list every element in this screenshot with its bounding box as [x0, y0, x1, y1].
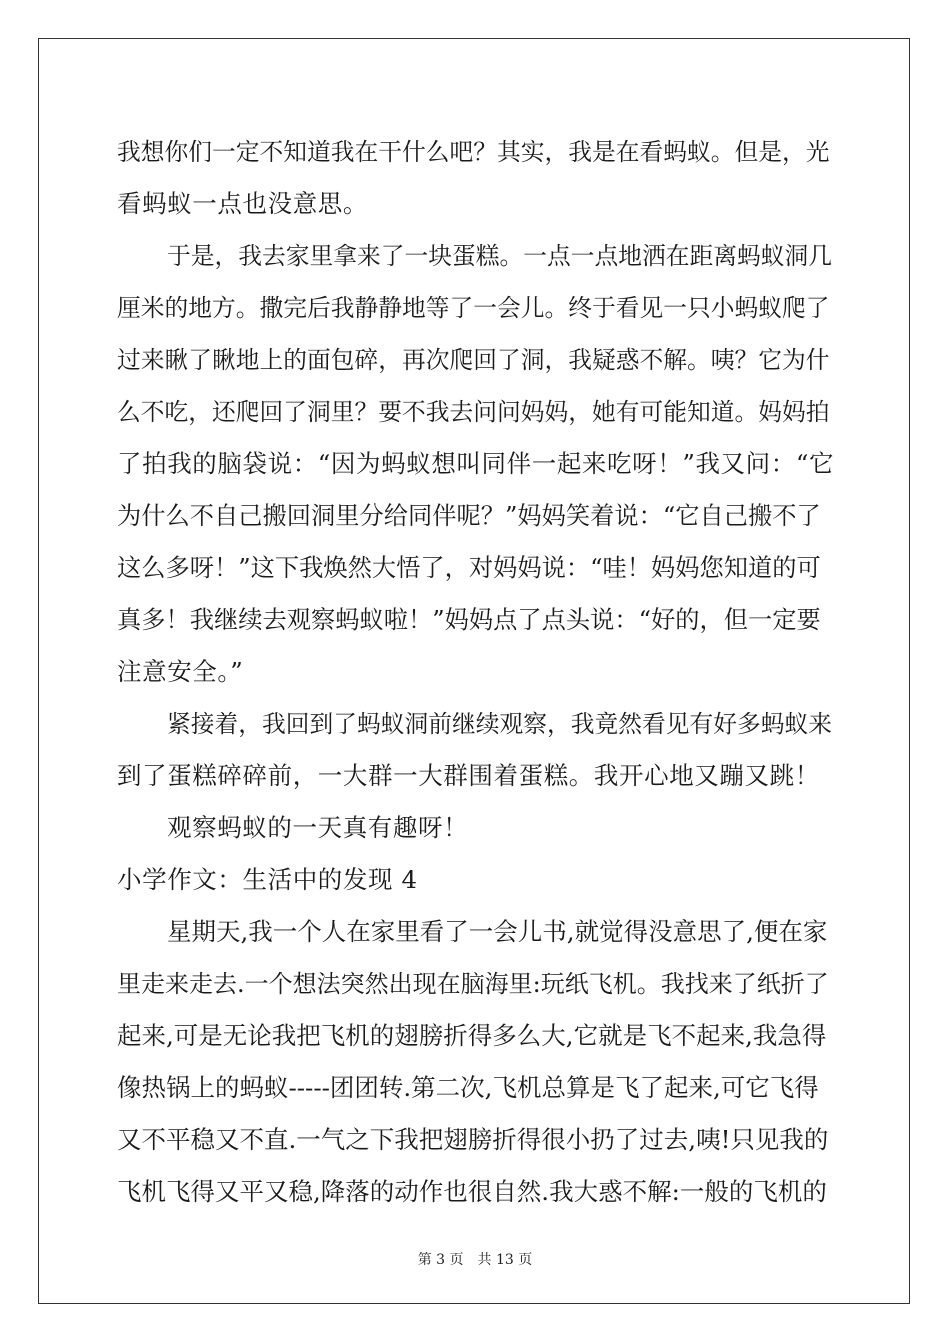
text-line: 过来瞅了瞅地上的面包碎，再次爬回了洞，我疑惑不解。咦？它为什 — [117, 346, 830, 374]
text-line: 我想你们一定不知道我在干什么吧？其实，我是在看蚂蚁。但是，光 — [117, 138, 830, 166]
paragraph-start-line: 紧接着，我回到了蚂蚁洞前继续观察，我竟然看见有好多蚂蚁来 — [167, 710, 833, 738]
text-line: 又不平稳又不直.一气之下我把翅膀折得很小扔了过去,咦!只见我的 — [117, 1125, 829, 1154]
page-number: 第 3 页 — [417, 1252, 464, 1268]
text-line: 起来,可是无论我把飞机的翅膀折得多么大,它就是飞不起来,我急得 — [117, 1021, 827, 1050]
document-body — [117, 126, 835, 1218]
text-line: 里走来走去.一个想法突然出现在脑海里:玩纸飞机。我找来了纸折了 — [117, 970, 829, 998]
text-line: 到了蛋糕碎碎前，一大群一大群围着蛋糕。我开心地又蹦又跳！ — [117, 761, 820, 790]
text-line: 为什么不自己搬回洞里分给同伴呢？”妈妈笑着说：“它自己搬不了 — [117, 501, 821, 530]
text-line: 注意安全。” — [117, 657, 244, 686]
text-line: 飞机飞得又平又稳,降落的动作也很自然.我大惑不解:一般的飞机的 — [117, 1177, 827, 1206]
text-line: 厘米的地方。撒完后我静静地等了一会儿。终于看见一只小蚂蚁爬了 — [117, 294, 830, 322]
text-line: 了拍我的脑袋说：“因为蚂蚁想叫同伴一起来吃呀！”我又问：“它 — [117, 449, 835, 478]
text-line: 这么多呀！”这下我焕然大悟了，对妈妈说：“哇！妈妈您知道的可 — [117, 553, 821, 582]
page-total: 共 13 页 — [477, 1252, 533, 1268]
text-line: 看蚂蚁一点也没意思。 — [117, 189, 368, 218]
text-line: 真多！我继续去观察蚂蚁啦！”妈妈点了点头说：“好的，但一定要 — [117, 605, 821, 634]
text-line: 像热锅上的蚂蚁-----团团转.第二次,飞机总算是飞了起来,可它飞得 — [117, 1073, 819, 1102]
section-heading: 小学作文：生活中的发现 4 — [117, 865, 418, 894]
paragraph-start-line: 星期天,我一个人在家里看了一会儿书,就觉得没意思了,便在家 — [167, 917, 828, 946]
text-line: 么不吃，还爬回了洞里？要不我去问问妈妈，她有可能知道。妈妈拍 — [117, 398, 830, 426]
paragraph-start-line: 观察蚂蚁的一天真有趣呀！ — [167, 813, 469, 842]
paragraph-start-line: 于是，我去家里拿来了一块蛋糕。一点一点地洒在距离蚂蚁洞几 — [167, 242, 833, 270]
page-footer — [0, 1252, 950, 1268]
